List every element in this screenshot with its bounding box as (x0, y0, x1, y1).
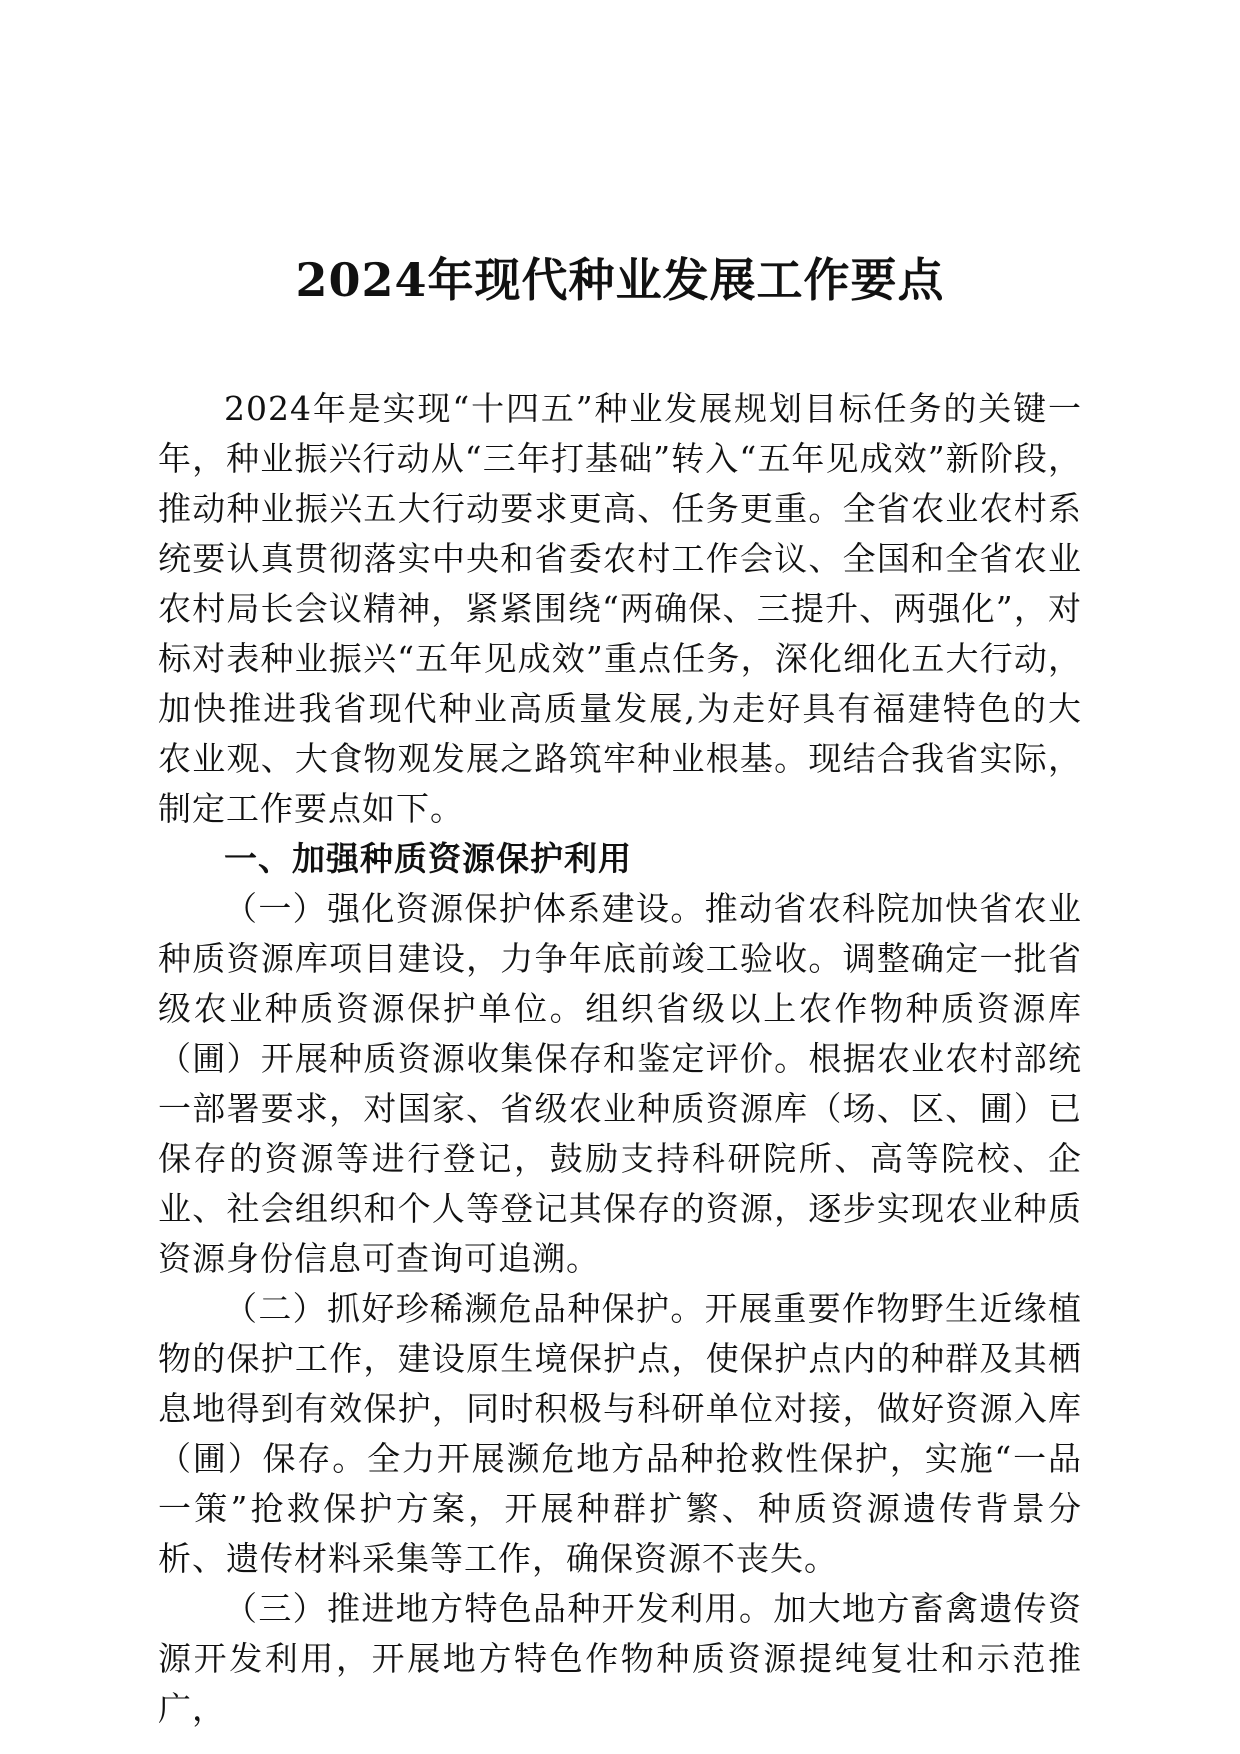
item-paragraph-2 (158, 1284, 1082, 1584)
item-lead-1: （一）强化资源保护体系建设。 (224, 889, 705, 928)
item-paragraph-1 (158, 884, 1082, 1284)
item-text-1: 推动省农科院加快省农业种质资源库项目建设，力争年底前竣工验收。调整确定一批省级农业种质资源保护单位。组织省级以上农作物种质资源库（圃）开展种质资源收集保存和鉴定评价。根据农业农村部统一部署要求，对国家、省级农业种质资源库（场、区、圃）已保存的资源等进行登记，鼓励支持科研院所、高等院校、企业、社会组织和个人等登记其保存的资源，逐步实现农业种质资源身份信息可查询可追溯。 (158, 889, 1083, 1278)
item-paragraph-3 (158, 1584, 1082, 1734)
section-heading-1: 一、加强种质资源保护利用 (224, 839, 632, 878)
item-text-2: 开展重要作物野生近缘植物的保护工作，建设原生境保护点，使保护点内的种群及其栖息地得到有效保护，同时积极与科研单位对接，做好资源入库（圃）保存。全力开展濒危地方品种抢救性保护，实施“一品一策”抢救保护方案，开展种群扩繁、种质资源遗传背景分析、遗传材料采集等工作，确保资源不丧失。 (158, 1289, 1083, 1578)
document-title: 2024年现代种业发展工作要点 (295, 253, 945, 307)
item-text-3: 加大地方畜禽遗传资源开发利用，开展地方特色作物种质资源提纯复壮和示范推广， (158, 1589, 1083, 1728)
item-lead-3: （三）推进地方特色品种开发利用。 (224, 1589, 774, 1628)
item-lead-2: （二）抓好珍稀濒危品种保护。 (224, 1289, 705, 1328)
intro-paragraph: 2024年是实现“十四五”种业发展规划目标任务的关键一年，种业振兴行动从“三年打基础”转入“五年见成效”新阶段，推动种业振兴五大行动要求更高、任务更重。全省农业农村系统要认真贯彻落实中央和省委农村工作会议、全国和全省农业农村局长会议精神，紧紧围绕“两确保、三提升、两强化”，对标对表种业振兴“五年见成效”重点任务，深化细化五大行动，加快推进我省现代种业高质量发展,为走好具有福建特色的大农业观、大食物观发展之路筑牢种业根基。现结合我省实际，制定工作要点如下。 (158, 389, 1082, 828)
document-body (158, 384, 1082, 1734)
